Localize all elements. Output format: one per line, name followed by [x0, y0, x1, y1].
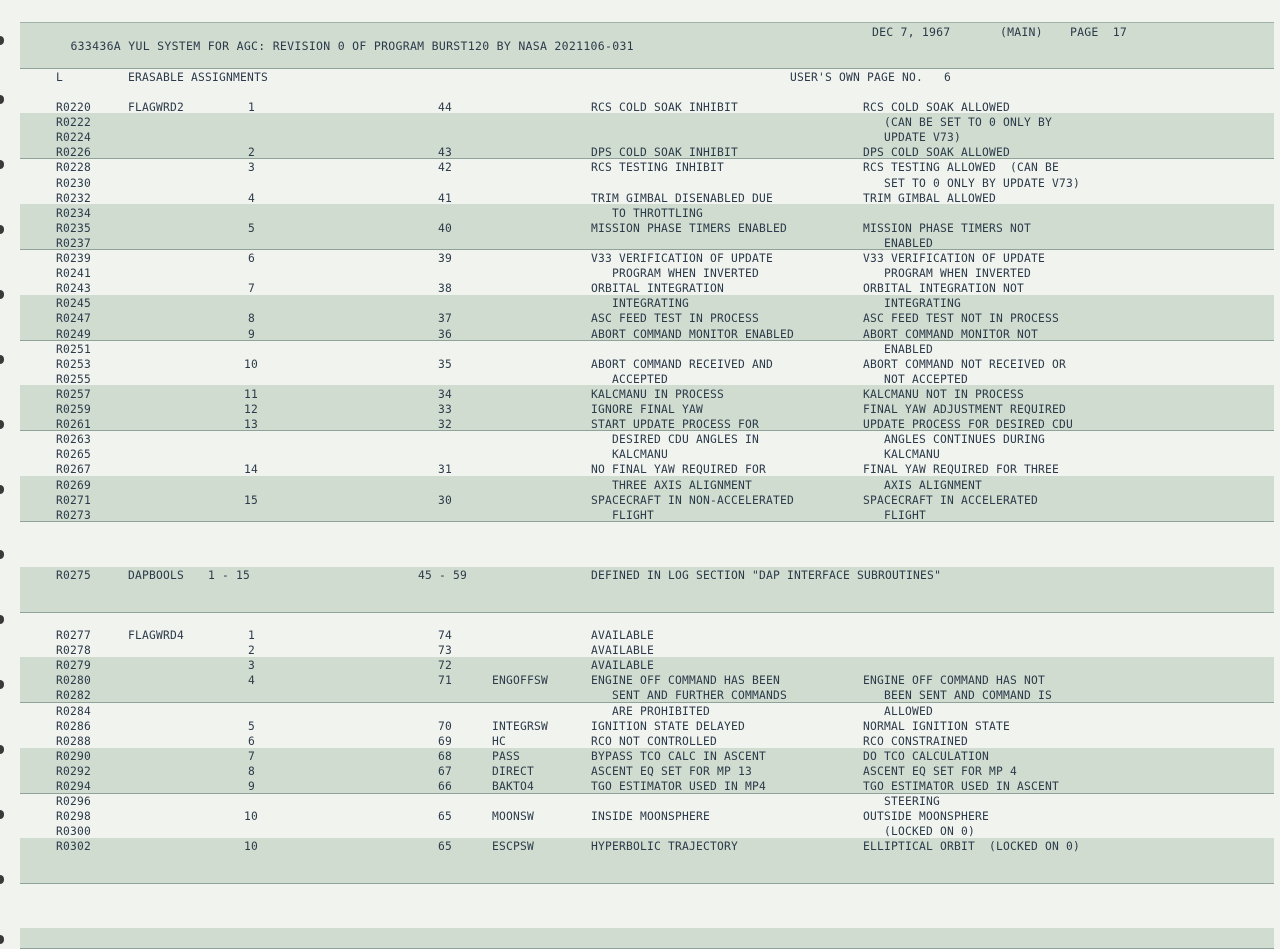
row-bit: 9	[248, 327, 256, 341]
row-reset-meaning: FINAL YAW REQUIRED FOR THREE	[863, 463, 1060, 477]
row-reset-meaning: ABORT COMMAND MONITOR NOT	[863, 327, 1039, 341]
row-location: R0239	[56, 252, 92, 265]
row-reset-meaning: DO TCO CALCULATION	[863, 749, 990, 763]
row-location: R0277	[56, 629, 92, 642]
row-set-meaning: DPS COLD SOAK INHIBIT	[591, 146, 739, 160]
row-location: R0284	[56, 704, 92, 718]
row-reset-meaning: RCS COLD SOAK ALLOWED	[863, 101, 1011, 114]
punch-hole	[0, 810, 4, 819]
row-reset-meaning: ALLOWED	[863, 704, 934, 718]
row-symbol: MOONSW	[492, 810, 535, 824]
row-flag-number: 39	[438, 252, 453, 265]
row-location: R0273	[56, 508, 92, 522]
punch-hole	[0, 355, 4, 364]
row-bit: 7	[248, 749, 256, 763]
row-set-meaning: DEFINED IN LOG SECTION "DAP INTERFACE SUBROUTINES"	[591, 569, 942, 582]
row-word-name: DAPBOOLS	[128, 569, 185, 582]
row-location: R0249	[56, 327, 92, 341]
row-bit: 14	[244, 463, 259, 477]
row-set-meaning: START UPDATE PROCESS FOR	[591, 418, 760, 432]
row-set-meaning: TRIM GIMBAL DISENABLED DUE	[591, 191, 774, 205]
row-bit: 7	[248, 282, 256, 296]
row-location: R0294	[56, 780, 92, 793]
punch-hole	[0, 420, 4, 429]
row-set-meaning: KALCMANU	[591, 448, 669, 462]
header-program: 633436A YUL SYSTEM FOR AGC: REVISION 0 OF PROGRAM BURST120 BY NASA 2021106-031	[70, 39, 634, 53]
row-flag-number: 67	[438, 764, 453, 778]
row-bit: 5	[248, 221, 256, 235]
row-location: R0275	[56, 569, 92, 582]
row-location: R0300	[56, 825, 92, 839]
row-location: R0259	[56, 403, 92, 416]
row-reset-meaning: FINAL YAW ADJUSTMENT REQUIRED	[863, 403, 1067, 416]
row-set-meaning: NO FINAL YAW REQUIRED FOR	[591, 463, 767, 477]
row-reset-meaning: RCO CONSTRAINED	[863, 734, 969, 748]
row-bit: 5	[248, 719, 256, 733]
row-flag-number: 65	[438, 840, 453, 854]
row-reset-meaning: UPDATE V73)	[863, 131, 962, 145]
row-flag-number: 36	[438, 327, 453, 341]
row-flag-number: 38	[438, 282, 453, 296]
row-location: R0222	[56, 116, 92, 130]
row-set-meaning: IGNITION STATE DELAYED	[591, 719, 746, 733]
row-set-meaning: PROGRAM WHEN INVERTED	[591, 267, 760, 281]
row-location: R0224	[56, 131, 92, 145]
row-bit: 3	[248, 161, 256, 175]
row-bit: 1	[248, 629, 256, 642]
row-bit: 10	[244, 840, 259, 854]
row-flag-number: 69	[438, 734, 453, 748]
listing-header	[56, 25, 634, 53]
row-location: R0263	[56, 433, 92, 447]
section-title: ERASABLE ASSIGNMENTS	[128, 71, 269, 84]
row-set-meaning: KALCMANU IN PROCESS	[591, 387, 725, 401]
row-location: R0292	[56, 764, 92, 778]
row-location: R0286	[56, 719, 92, 733]
row-location: R0265	[56, 448, 92, 462]
row-flag-number: 65	[438, 810, 453, 824]
row-location: R0282	[56, 689, 92, 703]
row-location: R0302	[56, 840, 92, 854]
row-set-meaning: AVAILABLE	[591, 659, 655, 673]
row-flag-number: 43	[438, 146, 453, 160]
row-set-meaning: ACCEPTED	[591, 372, 669, 386]
row-reset-meaning: ABORT COMMAND NOT RECEIVED OR	[863, 357, 1067, 371]
row-reset-meaning: ENABLED	[863, 236, 934, 250]
row-location: R0257	[56, 387, 92, 401]
row-flag-number: 40	[438, 221, 453, 235]
punch-hole	[0, 36, 4, 45]
row-bit: 11	[244, 387, 259, 401]
punch-hole	[0, 485, 4, 494]
row-location: R0253	[56, 357, 92, 371]
row-reset-meaning: ENABLED	[863, 342, 934, 356]
row-set-meaning: MISSION PHASE TIMERS ENABLED	[591, 221, 788, 235]
header-page: PAGE 17	[1070, 25, 1127, 39]
row-bit: 1 - 15	[208, 569, 251, 582]
tractor-feed-holes	[0, 0, 6, 948]
row-reset-meaning: BEEN SENT AND COMMAND IS	[863, 689, 1053, 703]
punch-hole	[0, 225, 4, 234]
punch-hole	[0, 935, 4, 944]
row-bit: 10	[244, 810, 259, 824]
row-reset-meaning: SET TO 0 ONLY BY UPDATE V73)	[863, 176, 1081, 190]
row-reset-meaning: ASCENT EQ SET FOR MP 4	[863, 764, 1018, 778]
row-flag-number: 35	[438, 357, 453, 371]
row-reset-meaning: (CAN BE SET TO 0 ONLY BY	[863, 116, 1053, 130]
row-location: R0261	[56, 418, 92, 432]
row-flag-number: 33	[438, 403, 453, 416]
row-location: R0241	[56, 267, 92, 281]
row-reset-meaning: KALCMANU	[863, 448, 941, 462]
row-set-meaning: HYPERBOLIC TRAJECTORY	[591, 840, 739, 854]
row-location: R0226	[56, 146, 92, 160]
punch-hole	[0, 290, 4, 299]
row-reset-meaning: NORMAL IGNITION STATE	[863, 719, 1011, 733]
row-set-meaning: INSIDE MOONSPHERE	[591, 810, 711, 824]
row-bit: 4	[248, 674, 256, 688]
row-flag-number: 32	[438, 418, 453, 432]
row-reset-meaning: ASC FEED TEST NOT IN PROCESS	[863, 312, 1060, 326]
row-flag-number: 34	[438, 387, 453, 401]
row-location: R0230	[56, 176, 92, 190]
row-symbol: BAKTO4	[492, 780, 535, 793]
row-location: R0290	[56, 749, 92, 763]
row-reset-meaning: TGO ESTIMATOR USED IN ASCENT	[863, 780, 1060, 793]
row-location: R0237	[56, 236, 92, 250]
row-location: R0220	[56, 101, 92, 114]
users-page-number: USER'S OWN PAGE NO. 6	[790, 71, 952, 84]
row-location: R0279	[56, 659, 92, 673]
row-location: R0288	[56, 734, 92, 748]
row-location: R0255	[56, 372, 92, 386]
row-symbol: DIRECT	[492, 764, 535, 778]
row-flag-number: 70	[438, 719, 453, 733]
row-reset-meaning: OUTSIDE MOONSPHERE	[863, 810, 990, 824]
row-set-meaning: ORBITAL INTEGRATION	[591, 282, 725, 296]
row-set-meaning: FLIGHT	[591, 508, 655, 522]
row-flag-number: 68	[438, 749, 453, 763]
row-flag-number: 71	[438, 674, 453, 688]
header-date: DEC 7, 1967	[872, 25, 951, 39]
row-location: R0278	[56, 644, 92, 658]
row-set-meaning: IGNORE FINAL YAW	[591, 403, 704, 416]
row-location: R0271	[56, 493, 92, 507]
row-bit: 4	[248, 191, 256, 205]
row-flag-number: 45 - 59	[418, 569, 468, 582]
row-bit: 15	[244, 493, 259, 507]
row-bit: 1	[248, 101, 256, 114]
row-reset-meaning: RCS TESTING ALLOWED (CAN BE	[863, 161, 1060, 175]
row-reset-meaning: TRIM GIMBAL ALLOWED	[863, 191, 997, 205]
row-reset-meaning: UPDATE PROCESS FOR DESIRED CDU	[863, 418, 1074, 432]
row-bit: 2	[248, 146, 256, 160]
punch-hole	[0, 160, 4, 169]
row-set-meaning: RCO NOT CONTROLLED	[591, 734, 718, 748]
row-reset-meaning: SPACECRAFT IN ACCELERATED	[863, 493, 1039, 507]
row-set-meaning: ABORT COMMAND MONITOR ENABLED	[591, 327, 795, 341]
row-location: R0232	[56, 191, 92, 205]
row-reset-meaning: STEERING	[863, 795, 941, 809]
row-set-meaning: RCS COLD SOAK INHIBIT	[591, 101, 739, 114]
header-section: (MAIN)	[1000, 25, 1043, 39]
row-location: R0296	[56, 795, 92, 809]
row-set-meaning: ARE PROHIBITED	[591, 704, 711, 718]
row-location: R0269	[56, 478, 92, 492]
punch-hole	[0, 95, 4, 104]
row-flag-number: 66	[438, 780, 453, 793]
punch-hole	[0, 615, 4, 624]
row-flag-number: 42	[438, 161, 453, 175]
row-set-meaning: SPACECRAFT IN NON-ACCELERATED	[591, 493, 795, 507]
row-reset-meaning: ELLIPTICAL ORBIT (LOCKED ON 0)	[863, 840, 1081, 854]
row-bit: 6	[248, 734, 256, 748]
row-flag-number: 44	[438, 101, 453, 114]
row-flag-number: 73	[438, 644, 453, 658]
row-flag-number: 74	[438, 629, 453, 642]
punch-hole	[0, 680, 4, 689]
greenbar-band	[20, 928, 1274, 949]
row-flag-number: 37	[438, 312, 453, 326]
punch-hole	[0, 875, 4, 884]
row-reset-meaning: FLIGHT	[863, 508, 927, 522]
row-set-meaning: RCS TESTING INHIBIT	[591, 161, 725, 175]
row-set-meaning: V33 VERIFICATION OF UPDATE	[591, 252, 774, 265]
row-location: R0243	[56, 282, 92, 296]
row-set-meaning: TO THROTTLING	[591, 206, 704, 220]
row-set-meaning: ABORT COMMAND RECEIVED AND	[591, 357, 774, 371]
row-word-name: FLAGWRD4	[128, 629, 185, 642]
row-symbol: INTEGRSW	[492, 719, 549, 733]
row-reset-meaning: MISSION PHASE TIMERS NOT	[863, 221, 1032, 235]
row-set-meaning: THREE AXIS ALIGNMENT	[591, 478, 753, 492]
row-reset-meaning: ORBITAL INTEGRATION NOT	[863, 282, 1025, 296]
row-set-meaning: TGO ESTIMATOR USED IN MP4	[591, 780, 767, 793]
row-bit: 13	[244, 418, 259, 432]
row-bit: 8	[248, 312, 256, 326]
row-flag-number: 72	[438, 659, 453, 673]
punch-hole	[0, 550, 4, 559]
row-set-meaning: INTEGRATING	[591, 297, 690, 311]
row-bit: 8	[248, 764, 256, 778]
row-bit: 6	[248, 252, 256, 265]
row-bit: 2	[248, 644, 256, 658]
row-word-name: FLAGWRD2	[128, 101, 185, 114]
row-reset-meaning: ENGINE OFF COMMAND HAS NOT	[863, 674, 1046, 688]
row-reset-meaning: INTEGRATING	[863, 297, 962, 311]
col-l-heading: L	[56, 71, 64, 84]
row-reset-meaning: ANGLES CONTINUES DURING	[863, 433, 1046, 447]
row-location: R0245	[56, 297, 92, 311]
row-bit: 9	[248, 780, 256, 793]
row-set-meaning: ASCENT EQ SET FOR MP 13	[591, 764, 753, 778]
row-location: R0235	[56, 221, 92, 235]
row-reset-meaning: AXIS ALIGNMENT	[863, 478, 983, 492]
row-location: R0234	[56, 206, 92, 220]
row-location: R0298	[56, 810, 92, 824]
row-set-meaning: SENT AND FURTHER COMMANDS	[591, 689, 788, 703]
row-bit: 10	[244, 357, 259, 371]
row-bit: 12	[244, 403, 259, 416]
row-set-meaning: ENGINE OFF COMMAND HAS BEEN	[591, 674, 781, 688]
row-reset-meaning: DPS COLD SOAK ALLOWED	[863, 146, 1011, 160]
row-symbol: PASS	[492, 749, 521, 763]
row-flag-number: 31	[438, 463, 453, 477]
row-symbol: HC	[492, 734, 507, 748]
row-set-meaning: AVAILABLE	[591, 644, 655, 658]
row-location: R0267	[56, 463, 92, 477]
row-symbol: ENGOFFSW	[492, 674, 549, 688]
row-location: R0251	[56, 342, 92, 356]
row-set-meaning: BYPASS TCO CALC IN ASCENT	[591, 749, 767, 763]
row-location: R0247	[56, 312, 92, 326]
row-flag-number: 41	[438, 191, 453, 205]
row-set-meaning: ASC FEED TEST IN PROCESS	[591, 312, 760, 326]
row-flag-number: 30	[438, 493, 453, 507]
row-reset-meaning: PROGRAM WHEN INVERTED	[863, 267, 1032, 281]
row-reset-meaning: NOT ACCEPTED	[863, 372, 969, 386]
row-symbol: ESCPSW	[492, 840, 535, 854]
row-reset-meaning: KALCMANU NOT IN PROCESS	[863, 387, 1025, 401]
row-location: R0228	[56, 161, 92, 175]
row-set-meaning: AVAILABLE	[591, 629, 655, 642]
row-set-meaning: DESIRED CDU ANGLES IN	[591, 433, 760, 447]
row-reset-meaning: (LOCKED ON 0)	[863, 825, 976, 839]
row-bit: 3	[248, 659, 256, 673]
punch-hole	[0, 745, 4, 754]
row-reset-meaning: V33 VERIFICATION OF UPDATE	[863, 252, 1046, 265]
row-location: R0280	[56, 674, 92, 688]
